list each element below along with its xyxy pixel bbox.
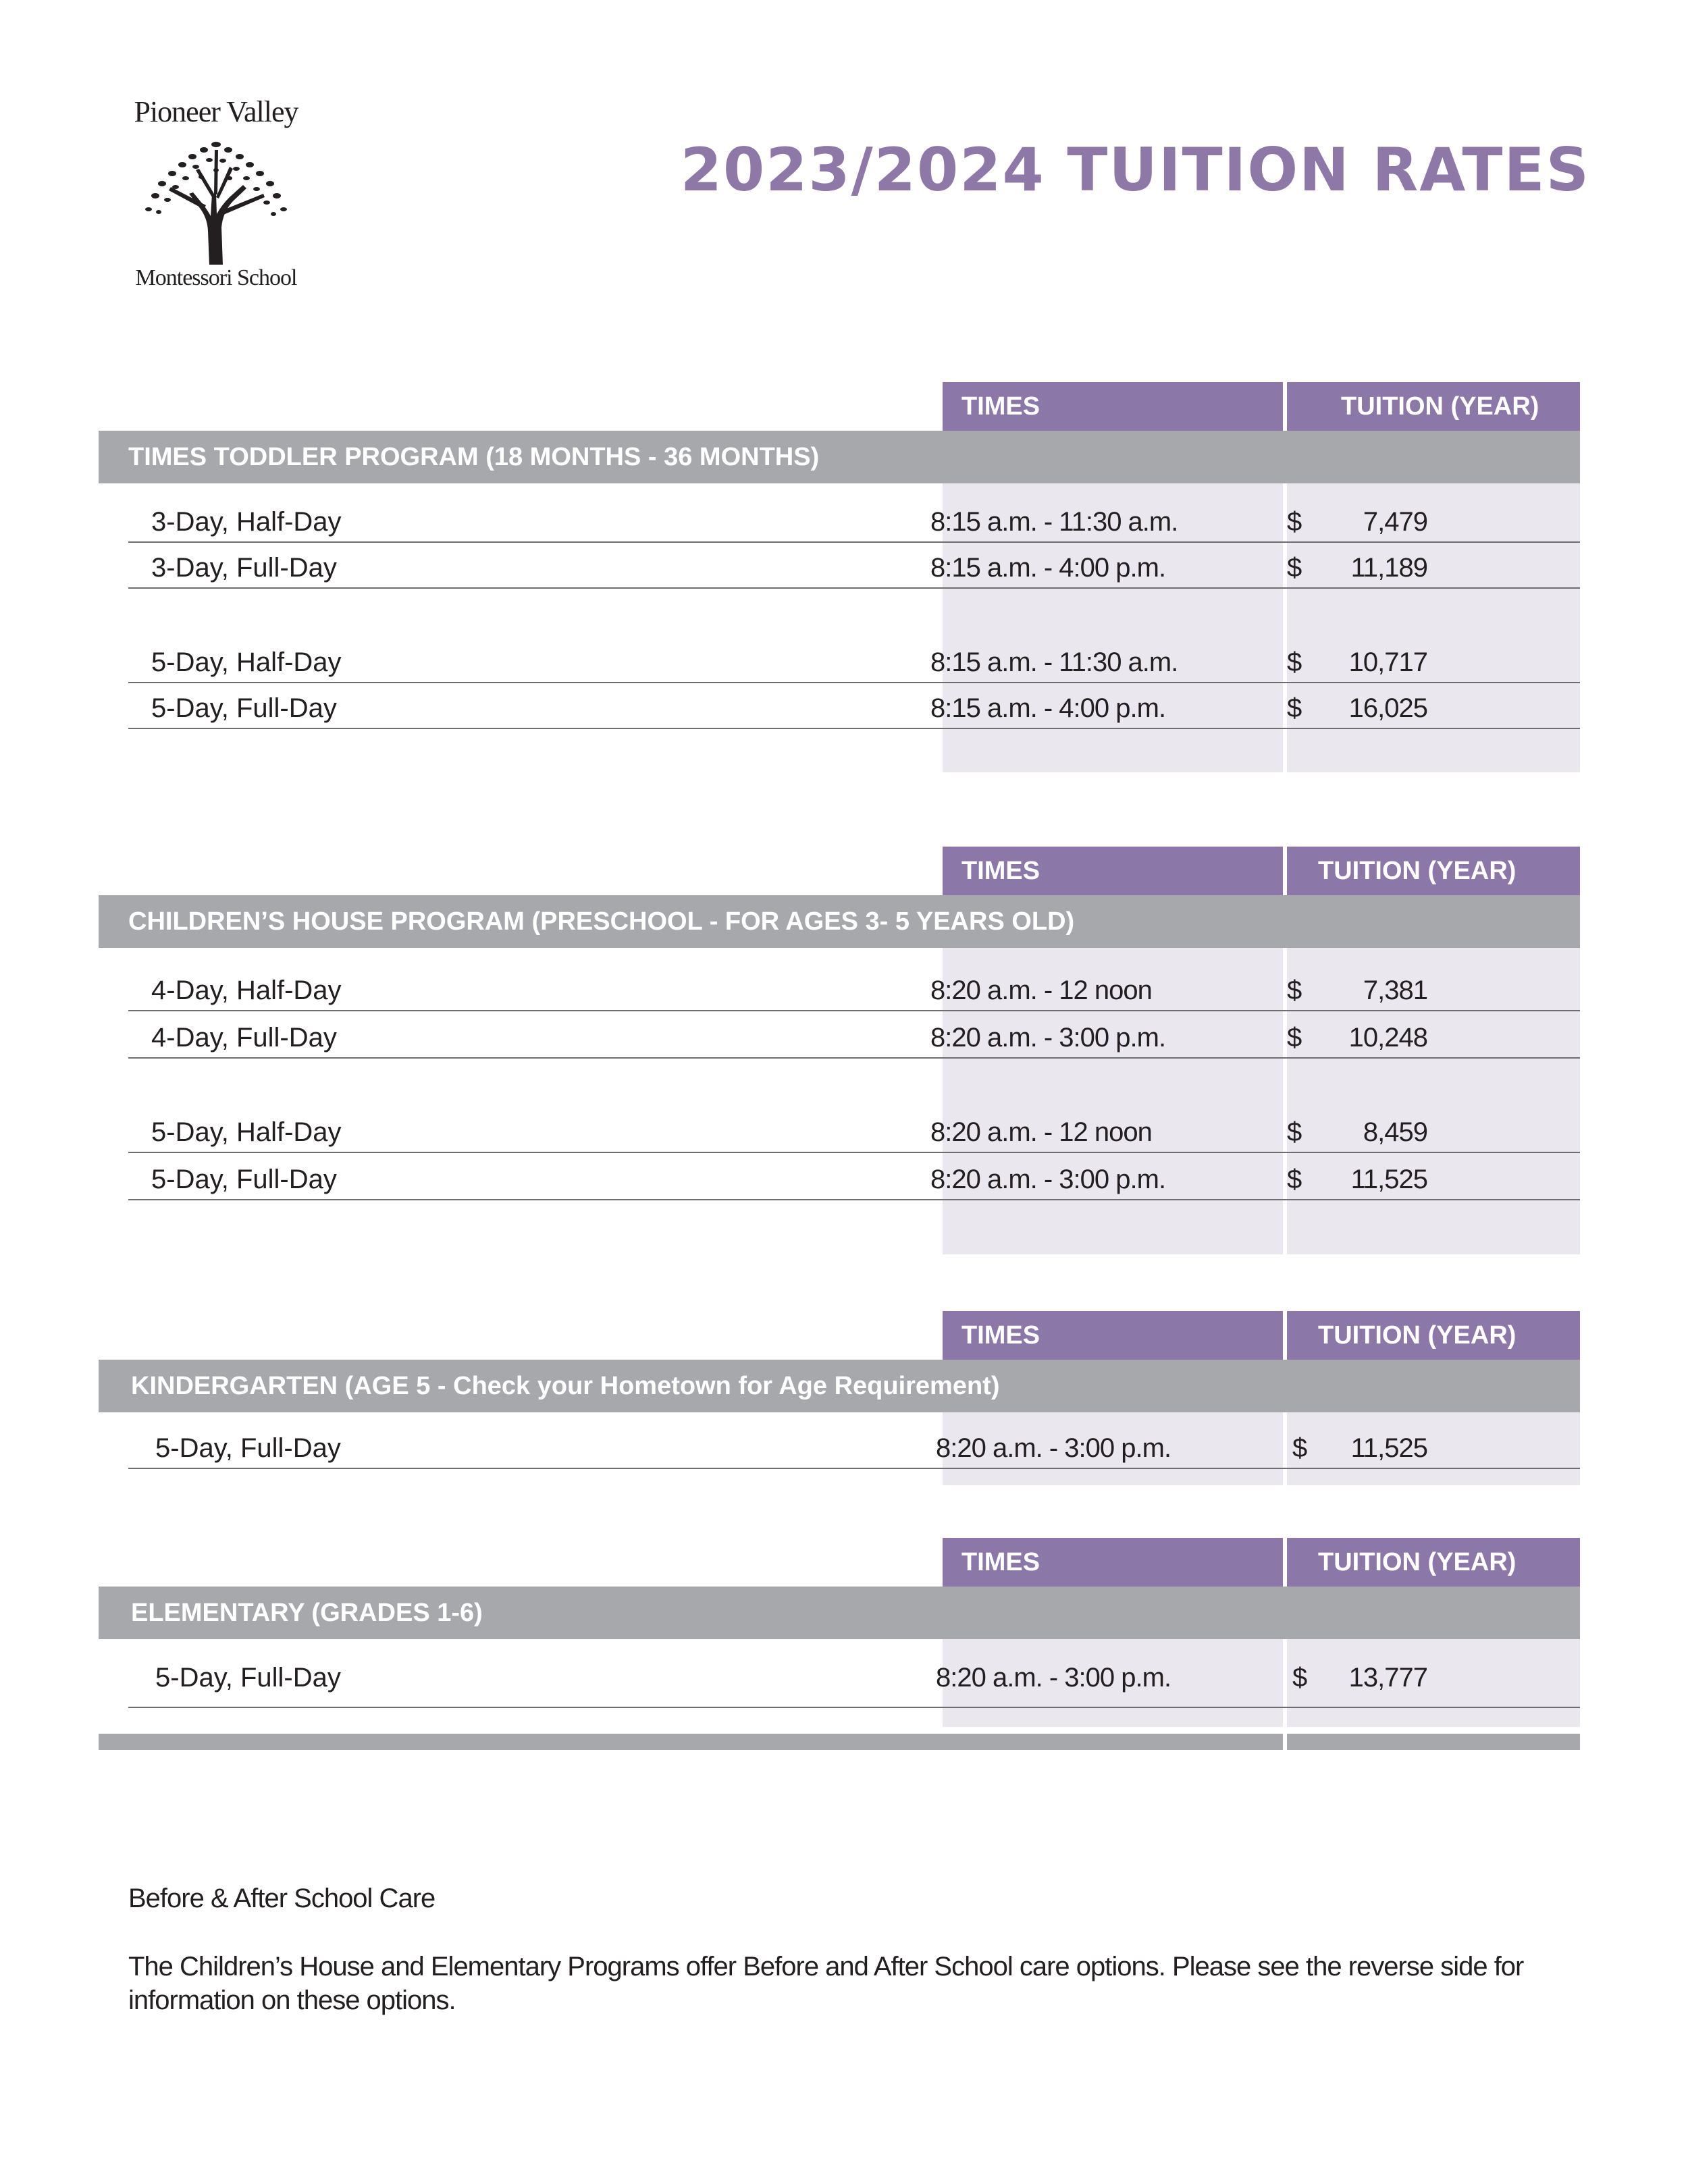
program-title-band: CHILDREN’S HOUSE PROGRAM (PRESCHOOL - FOR AGES 3- 5 YEARS OLD) — [99, 895, 1580, 948]
table-row — [128, 543, 1580, 589]
currency-symbol: $ — [1287, 1023, 1302, 1053]
schedule-label: 5-Day, Half-Day — [151, 647, 342, 677]
logo-name-bottom: Montessori School — [135, 265, 297, 290]
care-heading: Before & After School Care — [128, 1884, 436, 1913]
schedule-time: 8:20 a.m. - 3:00 p.m. — [930, 1165, 1166, 1194]
tuition-amount: 16,025 — [1348, 693, 1427, 723]
schedule-label: 3-Day, Full-Day — [151, 553, 337, 583]
schedule-label: 5-Day, Full-Day — [155, 1433, 341, 1463]
currency-symbol: $ — [1287, 693, 1302, 723]
tuition-column-header: TUITION (YEAR) — [1287, 1311, 1580, 1360]
tuition-amount: 7,479 — [1363, 507, 1427, 537]
currency-symbol: $ — [1287, 647, 1302, 677]
table-row — [128, 1013, 1580, 1059]
schedule-time: 8:15 a.m. - 4:00 p.m. — [930, 553, 1166, 583]
program-title-band: KINDERGARTEN (AGE 5 - Check your Hometown for Age Requirement) — [99, 1360, 1580, 1412]
times-column-header: TIMES — [943, 1538, 1283, 1587]
elementary-program-table — [99, 1538, 1580, 1754]
schedule-label: 4-Day, Full-Day — [151, 1023, 337, 1053]
currency-symbol: $ — [1287, 553, 1302, 583]
table-row — [128, 1423, 1580, 1469]
schedule-time: 8:20 a.m. - 12 noon — [930, 1117, 1152, 1147]
tuition-column-header: TUITION (YEAR) — [1287, 382, 1580, 431]
times-column-header: TIMES — [943, 382, 1283, 431]
times-column-header: TIMES — [943, 1311, 1283, 1360]
tuition-amount: 11,525 — [1350, 1165, 1427, 1194]
schedule-label: 5-Day, Full-Day — [155, 1663, 341, 1693]
schedule-label: 5-Day, Full-Day — [151, 693, 337, 723]
currency-symbol: $ — [1287, 976, 1302, 1005]
tuition-amount: 11,525 — [1350, 1433, 1427, 1463]
logo-name-top: Pioneer Valley — [134, 95, 298, 128]
tuition-amount: 8,459 — [1363, 1117, 1427, 1147]
table-row — [128, 1657, 1580, 1708]
tree-icon — [128, 130, 304, 265]
table-row — [128, 683, 1580, 729]
schedule-time: 8:15 a.m. - 11:30 a.m. — [930, 507, 1178, 537]
tuition-amount: 13,777 — [1348, 1663, 1427, 1693]
tuition-column-header: TUITION (YEAR) — [1287, 1538, 1580, 1587]
currency-symbol: $ — [1292, 1663, 1308, 1693]
schedule-time: 8:20 a.m. - 3:00 p.m. — [936, 1433, 1171, 1463]
schedule-label: 4-Day, Half-Day — [151, 976, 342, 1005]
tuition-amount: 10,717 — [1348, 647, 1427, 677]
schedule-label: 5-Day, Half-Day — [151, 1117, 342, 1147]
program-title-band: ELEMENTARY (GRADES 1-6) — [99, 1587, 1580, 1639]
table-row — [128, 637, 1580, 683]
schedule-time: 8:20 a.m. - 3:00 p.m. — [936, 1663, 1171, 1693]
table-row — [128, 965, 1580, 1011]
table-row — [128, 1154, 1580, 1200]
table-bottom-bar — [99, 1734, 1580, 1750]
tuition-amount: 7,381 — [1363, 976, 1427, 1005]
schedule-time: 8:15 a.m. - 4:00 p.m. — [930, 693, 1166, 723]
childrens-house-program-table — [99, 847, 1580, 1258]
currency-symbol: $ — [1287, 1165, 1302, 1194]
schedule-time: 8:20 a.m. - 3:00 p.m. — [930, 1023, 1166, 1053]
schedule-label: 5-Day, Full-Day — [151, 1165, 337, 1194]
tuition-amount: 11,189 — [1350, 553, 1427, 583]
kindergarten-program-table — [99, 1311, 1580, 1493]
program-title-band: TIMES TODDLER PROGRAM (18 MONTHS - 36 MONTHS) — [99, 431, 1580, 483]
schedule-time: 8:15 a.m. - 11:30 a.m. — [930, 647, 1178, 677]
toddler-program-table — [99, 382, 1580, 787]
times-column-header: TIMES — [943, 847, 1283, 895]
schedule-time: 8:20 a.m. - 12 noon — [930, 976, 1152, 1005]
school-logo — [122, 95, 311, 297]
tuition-column-header: TUITION (YEAR) — [1287, 847, 1580, 895]
column-separator — [1283, 1734, 1287, 1750]
care-description: The Children’s House and Elementary Programs offer Before and After School care options. Please see the reverse side for information on these options. — [128, 1952, 1524, 2015]
currency-symbol: $ — [1287, 507, 1302, 537]
currency-symbol: $ — [1292, 1433, 1308, 1463]
currency-symbol: $ — [1287, 1117, 1302, 1147]
schedule-label: 3-Day, Half-Day — [151, 507, 342, 537]
page-title: 2023/2024 TUITION RATES — [680, 135, 1590, 205]
tuition-amount: 10,248 — [1348, 1023, 1427, 1053]
table-row — [128, 1107, 1580, 1153]
table-row — [128, 497, 1580, 543]
